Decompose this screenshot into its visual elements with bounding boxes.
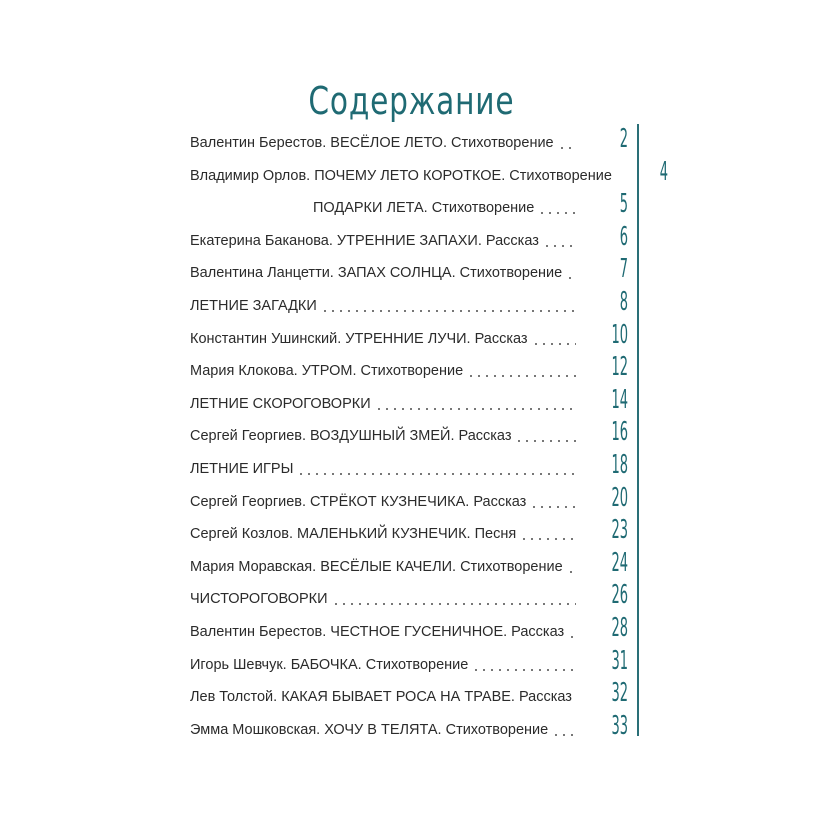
toc-entry-title: Валентин Берестов. ВЕСЁЛОЕ ЛЕТО. Стихотворение bbox=[190, 135, 554, 151]
toc-entry[interactable] bbox=[190, 383, 628, 415]
toc-entry-title: Владимир Орлов. ПОЧЕМУ ЛЕТО КОРОТКОЕ. Стихотворение bbox=[190, 167, 612, 184]
dot-leader bbox=[530, 499, 576, 509]
dot-leader bbox=[543, 238, 576, 248]
toc-entry[interactable] bbox=[313, 187, 628, 219]
toc-entry-page-number: 14 bbox=[611, 384, 628, 415]
toc-entry[interactable] bbox=[190, 285, 628, 317]
toc-entry[interactable] bbox=[190, 122, 628, 154]
toc-entry[interactable] bbox=[190, 448, 628, 480]
dot-leader bbox=[566, 270, 576, 280]
toc-entry-title: Валентина Ланцетти. ЗАПАХ СОЛНЦА. Стихотворение bbox=[190, 265, 563, 282]
toc-entry-page-number: 10 bbox=[611, 319, 628, 350]
toc-entry-title: Мария Клокова. УТРОМ. Стихотворение bbox=[190, 363, 464, 380]
toc-entry-page-number: 20 bbox=[611, 482, 628, 513]
dot-leader bbox=[538, 205, 576, 215]
toc-entry-title: ЛЕТНИЕ ЗАГАДКИ bbox=[190, 298, 317, 314]
toc-entry-title: Мария Моравская. ВЕСЁЛЫЕ КАЧЕЛИ. Стихотворение bbox=[190, 558, 563, 575]
toc-entry[interactable] bbox=[190, 350, 628, 382]
toc-entry-page-number: 8 bbox=[619, 287, 628, 317]
toc-entry-page-number: 26 bbox=[611, 580, 628, 611]
toc-entry-page-number: 23 bbox=[611, 515, 628, 546]
toc-entry-title: Екатерина Баканова. УТРЕННИЕ ЗАПАХИ. Рассказ bbox=[190, 232, 539, 249]
toc-entry-page-number: 7 bbox=[619, 254, 628, 285]
toc-entry-title: Эмма Мошковская. ХОЧУ В ТЕЛЯТА. Стихотворение bbox=[190, 721, 549, 738]
dot-leader bbox=[297, 466, 576, 476]
toc-entry-title: Сергей Козлов. МАЛЕНЬКИЙ КУЗНЕЧИК. Песня bbox=[190, 526, 517, 543]
toc-entry-page-number: 5 bbox=[619, 189, 628, 220]
toc-entry-page-number: 16 bbox=[611, 417, 628, 448]
toc-entry-page-number: 6 bbox=[619, 221, 628, 252]
toc-entry[interactable] bbox=[190, 220, 628, 252]
toc-entry[interactable] bbox=[190, 155, 668, 187]
toc-entry-page-number: 32 bbox=[611, 678, 628, 709]
toc-entry-title: ЛЕТНИЕ СКОРОГОВОРКИ bbox=[190, 395, 371, 412]
dot-leader bbox=[472, 662, 576, 672]
page-number-rule bbox=[637, 124, 639, 736]
toc-entry[interactable] bbox=[190, 676, 628, 708]
toc-entry-title: Сергей Георгиев. СТРЁКОТ КУЗНЕЧИКА. Рассказ bbox=[190, 493, 527, 510]
toc-entry[interactable] bbox=[190, 513, 628, 545]
toc-entry-title: Игорь Шевчук. БАБОЧКА. Стихотворение bbox=[190, 656, 469, 673]
toc-entry-title: Сергей Георгиев. ВОЗДУШНЫЙ ЗМЕЙ. Рассказ bbox=[190, 428, 512, 445]
dot-leader bbox=[515, 433, 576, 443]
toc-entry[interactable] bbox=[190, 546, 628, 578]
toc-entry[interactable] bbox=[190, 252, 628, 284]
toc-entry-page-number: 2 bbox=[619, 124, 628, 154]
dot-leader bbox=[375, 401, 576, 411]
toc-entry[interactable] bbox=[190, 415, 628, 447]
dot-leader bbox=[321, 303, 576, 313]
toc-entry-title: ЧИСТОРОГОВОРКИ bbox=[190, 591, 328, 608]
dot-leader bbox=[532, 336, 576, 346]
dot-leader bbox=[332, 596, 576, 606]
toc-entry-page-number: 24 bbox=[611, 547, 628, 578]
toc-entry[interactable] bbox=[190, 709, 628, 741]
dot-leader bbox=[558, 140, 576, 150]
table-of-contents bbox=[0, 120, 823, 740]
dot-leader bbox=[520, 531, 576, 541]
dot-leader bbox=[567, 564, 576, 574]
toc-entry-title: Валентин Берестов. ЧЕСТНОЕ ГУСЕНИЧНОЕ. Рассказ bbox=[190, 624, 565, 640]
toc-entry-page-number: 12 bbox=[611, 352, 628, 383]
toc-entry-page-number: 18 bbox=[611, 450, 628, 480]
toc-entry-page-number: 33 bbox=[611, 710, 628, 741]
page-title: Содержание bbox=[308, 79, 515, 124]
toc-entry-title: Константин Ушинский. УТРЕННИЕ ЛУЧИ. Рассказ bbox=[190, 330, 528, 347]
toc-entry[interactable] bbox=[190, 644, 628, 676]
dot-leader bbox=[552, 727, 576, 737]
dot-leader bbox=[568, 629, 576, 639]
toc-entry-page-number: 4 bbox=[659, 156, 668, 187]
toc-entry[interactable] bbox=[190, 481, 628, 513]
toc-entry[interactable] bbox=[190, 611, 628, 643]
toc-entry-title: ПОДАРКИ ЛЕТА. Стихотворение bbox=[313, 200, 535, 217]
toc-entry-page-number: 31 bbox=[611, 645, 628, 676]
dot-leader bbox=[467, 368, 576, 378]
toc-entry-title: ЛЕТНИЕ ИГРЫ bbox=[190, 461, 294, 477]
toc-entry-title: Лев Толстой. КАКАЯ БЫВАЕТ РОСА НА ТРАВЕ. Рассказ bbox=[190, 689, 572, 706]
toc-entry[interactable] bbox=[190, 578, 628, 610]
toc-entry-page-number: 28 bbox=[611, 613, 628, 643]
toc-entry[interactable] bbox=[190, 318, 628, 350]
